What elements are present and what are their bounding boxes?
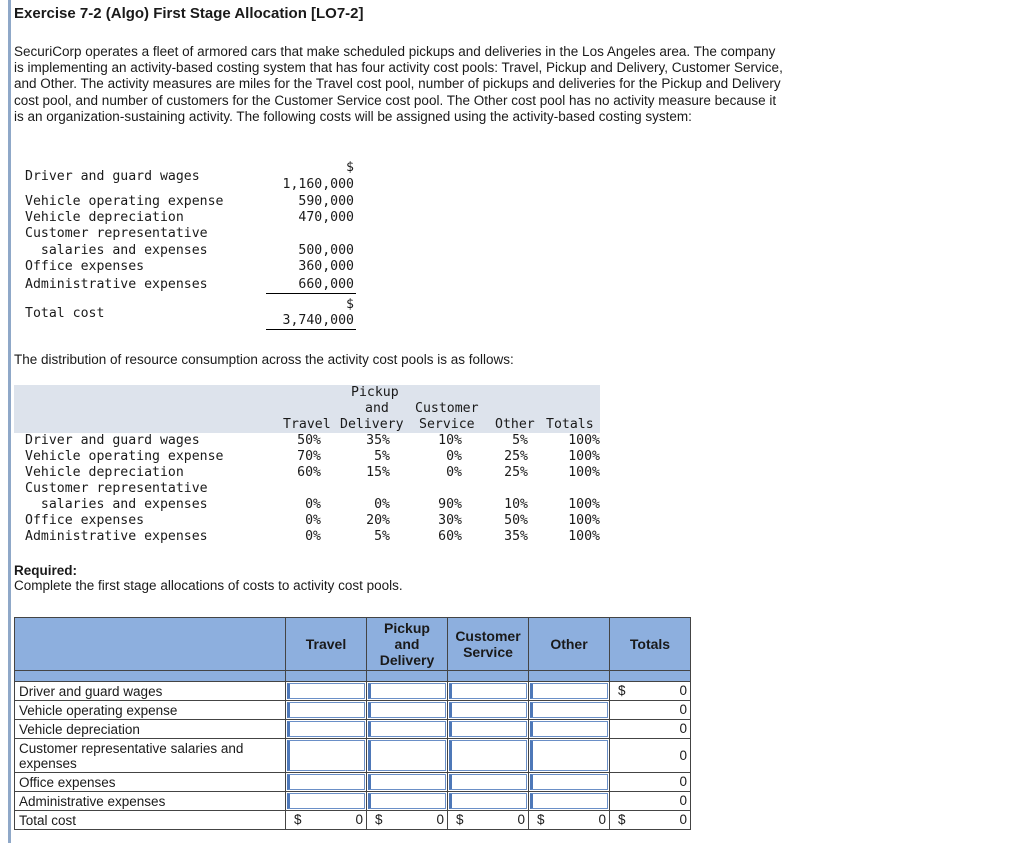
distribution-row-label: Driver and guard wages (25, 433, 200, 448)
allocation-row (15, 720, 691, 739)
input-cell-travel[interactable] (286, 792, 367, 811)
header-blank (15, 618, 286, 671)
cost-label: Administrative expenses (25, 277, 208, 292)
input-cell-pickup[interactable] (367, 773, 448, 792)
currency-symbol: $ (537, 812, 545, 827)
input-pickup[interactable] (368, 702, 446, 718)
input-pickup[interactable] (368, 721, 446, 737)
cost-label: Customer representative (25, 226, 208, 241)
input-cell-travel[interactable] (286, 720, 367, 739)
total-customer (448, 811, 529, 830)
input-customer[interactable] (449, 721, 527, 737)
distribution-row-label: Customer representative (25, 481, 208, 496)
allocation-row (15, 682, 691, 701)
input-cell-customer[interactable] (448, 701, 529, 720)
total-other (529, 811, 610, 830)
input-other[interactable] (530, 740, 608, 771)
input-cell-customer[interactable] (448, 792, 529, 811)
col-pickup-delivery (367, 618, 448, 671)
input-travel[interactable] (287, 721, 365, 737)
currency-symbol: $ (456, 812, 464, 827)
required-label: Required: (14, 563, 78, 578)
percent-travel: 0% (305, 513, 321, 528)
input-other[interactable] (530, 721, 608, 737)
percent-total: 100% (568, 529, 600, 544)
allocation-row-label: Customer representative salaries and expenses (15, 739, 286, 773)
percent-pickup: 5% (374, 449, 390, 464)
allocation-table (14, 617, 691, 830)
input-cell-other[interactable] (529, 720, 610, 739)
input-cell-pickup[interactable] (367, 739, 448, 773)
input-customer[interactable] (449, 740, 527, 771)
input-other[interactable] (530, 793, 608, 809)
input-cell-pickup[interactable] (367, 682, 448, 701)
subtotal-rule (266, 293, 356, 294)
input-cell-pickup[interactable] (367, 720, 448, 739)
left-accent-bar (8, 0, 11, 843)
input-travel[interactable] (287, 683, 365, 699)
percent-customer: 10% (438, 433, 462, 448)
header-customer: Customer (415, 401, 479, 416)
header-delivery: Delivery (340, 417, 404, 432)
row-total (610, 720, 691, 739)
header-spacer (15, 671, 286, 682)
input-cell-customer[interactable] (448, 773, 529, 792)
allocation-row-label: Vehicle operating expense (15, 701, 286, 720)
col-other: Other (529, 618, 610, 671)
cost-label: Office expenses (25, 259, 145, 274)
percent-pickup: 15% (366, 465, 390, 480)
row-total (610, 701, 691, 720)
input-customer[interactable] (449, 793, 527, 809)
total-pickup-value: 0 (436, 812, 444, 827)
allocation-row (15, 701, 691, 720)
percent-other: 10% (504, 497, 528, 512)
input-customer[interactable] (449, 702, 527, 718)
input-cell-customer[interactable] (448, 720, 529, 739)
header-spacer (529, 671, 610, 682)
percent-customer: 30% (438, 513, 462, 528)
currency-symbol: $ (618, 812, 626, 827)
percent-total: 100% (568, 497, 600, 512)
input-other[interactable] (530, 702, 608, 718)
cost-value: 500,000 (298, 243, 354, 258)
row-total (610, 792, 691, 811)
percent-other: 5% (512, 433, 528, 448)
percent-customer: 60% (438, 529, 462, 544)
input-pickup[interactable] (368, 774, 446, 790)
row-total-value: 0 (679, 793, 687, 808)
col-travel: Travel (286, 618, 367, 671)
cost-value: 470,000 (298, 210, 354, 225)
input-customer[interactable] (449, 683, 527, 699)
input-cell-customer[interactable] (448, 682, 529, 701)
currency-symbol: $ (618, 683, 626, 698)
input-travel[interactable] (287, 793, 365, 809)
total-totals-value: 0 (679, 812, 687, 827)
input-pickup[interactable] (368, 740, 446, 771)
total-pickup (367, 811, 448, 830)
row-total-value: 0 (679, 683, 687, 698)
input-cell-other[interactable] (529, 792, 610, 811)
percent-pickup: 0% (374, 497, 390, 512)
percent-other: 25% (504, 465, 528, 480)
total-cost-currency: $ (346, 297, 354, 312)
header-service: Service (419, 417, 475, 432)
total-totals (610, 811, 691, 830)
percent-total: 100% (568, 433, 600, 448)
total-customer-value: 0 (517, 812, 525, 827)
header-other: Other (495, 417, 535, 432)
cost-currency: $ (346, 160, 354, 175)
total-travel-value: 0 (355, 812, 363, 827)
row-total-value: 0 (679, 748, 687, 763)
header-pickup: Pickup (351, 385, 399, 400)
cost-value: 590,000 (298, 194, 354, 209)
header-and: and (365, 401, 389, 416)
col-customer-service (448, 618, 529, 671)
percent-customer: 0% (446, 449, 462, 464)
percent-travel: 60% (297, 465, 321, 480)
col-pickup-line1: Pickup (384, 620, 430, 636)
input-cell-travel[interactable] (286, 701, 367, 720)
percent-total: 100% (568, 465, 600, 480)
header-spacer (367, 671, 448, 682)
exercise-title: Exercise 7-2 (Algo) First Stage Allocation [LO7-2] (14, 5, 364, 22)
percent-travel: 70% (297, 449, 321, 464)
row-total-value: 0 (679, 721, 687, 736)
total-other-value: 0 (598, 812, 606, 827)
header-spacer (610, 671, 691, 682)
required-text: Complete the first stage allocations of costs to activity cost pools. (14, 578, 403, 593)
input-cell-other[interactable] (529, 773, 610, 792)
input-cell-travel[interactable] (286, 773, 367, 792)
percent-total: 100% (568, 513, 600, 528)
allocation-row-label: Office expenses (15, 773, 286, 792)
input-cell-travel[interactable] (286, 682, 367, 701)
input-travel[interactable] (287, 740, 365, 771)
input-pickup[interactable] (368, 683, 446, 699)
cost-value: 1,160,000 (282, 177, 354, 192)
distribution-row-label: salaries and expenses (25, 497, 208, 512)
percent-pickup: 20% (366, 513, 390, 528)
col-customer-line1: Customer (455, 628, 521, 644)
percent-other: 50% (504, 513, 528, 528)
required-section (14, 563, 403, 593)
col-customer-line2: Service (463, 644, 513, 660)
row-total-value: 0 (679, 774, 687, 789)
row-total (610, 773, 691, 792)
allocation-row-label: Administrative expenses (15, 792, 286, 811)
percent-travel: 50% (297, 433, 321, 448)
allocation-row-label: Driver and guard wages (15, 682, 286, 701)
total-rule (266, 329, 356, 330)
distribution-row-label: Vehicle operating expense (25, 449, 224, 464)
distribution-row-label: Vehicle depreciation (25, 465, 184, 480)
percent-pickup: 35% (366, 433, 390, 448)
percent-customer: 0% (446, 465, 462, 480)
currency-symbol: $ (375, 812, 383, 827)
header-spacer (448, 671, 529, 682)
total-cost-row-label: Total cost (15, 811, 286, 830)
percent-total: 100% (568, 449, 600, 464)
input-cell-pickup[interactable] (367, 701, 448, 720)
input-customer[interactable] (449, 774, 527, 790)
percent-customer: 90% (438, 497, 462, 512)
total-cost-label: Total cost (25, 306, 105, 321)
problem-description: SecuriCorp operates a fleet of armored cars that make scheduled pickups and deliveries in the Los Angeles area. The company is implementing an activity-based costing system that has four activity cost pools: Travel, Pickup and Delivery, Customer Service, and Other. The activity measures are miles for the Travel cost pool, number of pickups and deliveries for the Pickup and Delivery cost pool, and number of customers for the Customer Service cost pool. The Other cost pool has no activity measure because it is an organization-sustaining activity. The following costs will be assigned using the activity-based costing system: (14, 44, 783, 124)
col-totals: Totals (610, 618, 691, 671)
header-spacer (286, 671, 367, 682)
distribution-row-label: Office expenses (25, 513, 145, 528)
row-total (610, 739, 691, 773)
currency-symbol: $ (294, 812, 302, 827)
total-travel (286, 811, 367, 830)
input-cell-other[interactable] (529, 682, 610, 701)
percent-other: 25% (504, 449, 528, 464)
col-pickup-line2: and (394, 636, 420, 652)
input-cell-other[interactable] (529, 739, 610, 773)
allocation-row-label: Vehicle depreciation (15, 720, 286, 739)
header-totals: Totals (546, 417, 594, 432)
allocation-row (15, 792, 691, 811)
distribution-row-label: Administrative expenses (25, 529, 208, 544)
input-cell-customer[interactable] (448, 739, 529, 773)
input-other[interactable] (530, 774, 608, 790)
percent-travel: 0% (305, 497, 321, 512)
total-cost-value: 3,740,000 (282, 313, 354, 328)
percent-travel: 0% (305, 529, 321, 544)
input-cell-other[interactable] (529, 701, 610, 720)
percent-pickup: 5% (374, 529, 390, 544)
cost-value: 360,000 (298, 259, 354, 274)
row-total-value: 0 (679, 702, 687, 717)
distribution-intro: The distribution of resource consumption across the activity cost pools is as follows: (14, 352, 514, 367)
input-cell-travel[interactable] (286, 739, 367, 773)
input-other[interactable] (530, 683, 608, 699)
cost-label: Vehicle operating expense (25, 194, 224, 209)
percent-other: 35% (504, 529, 528, 544)
allocation-row (15, 773, 691, 792)
input-travel[interactable] (287, 774, 365, 790)
input-pickup[interactable] (368, 793, 446, 809)
cost-value: 660,000 (298, 277, 354, 292)
row-total (610, 682, 691, 701)
allocation-row (15, 739, 691, 773)
cost-label: salaries and expenses (25, 243, 208, 258)
cost-label: Driver and guard wages (25, 169, 200, 184)
input-cell-pickup[interactable] (367, 792, 448, 811)
header-travel: Travel (283, 417, 331, 432)
input-travel[interactable] (287, 702, 365, 718)
col-pickup-line3: Delivery (379, 652, 435, 668)
cost-label: Vehicle depreciation (25, 210, 184, 225)
